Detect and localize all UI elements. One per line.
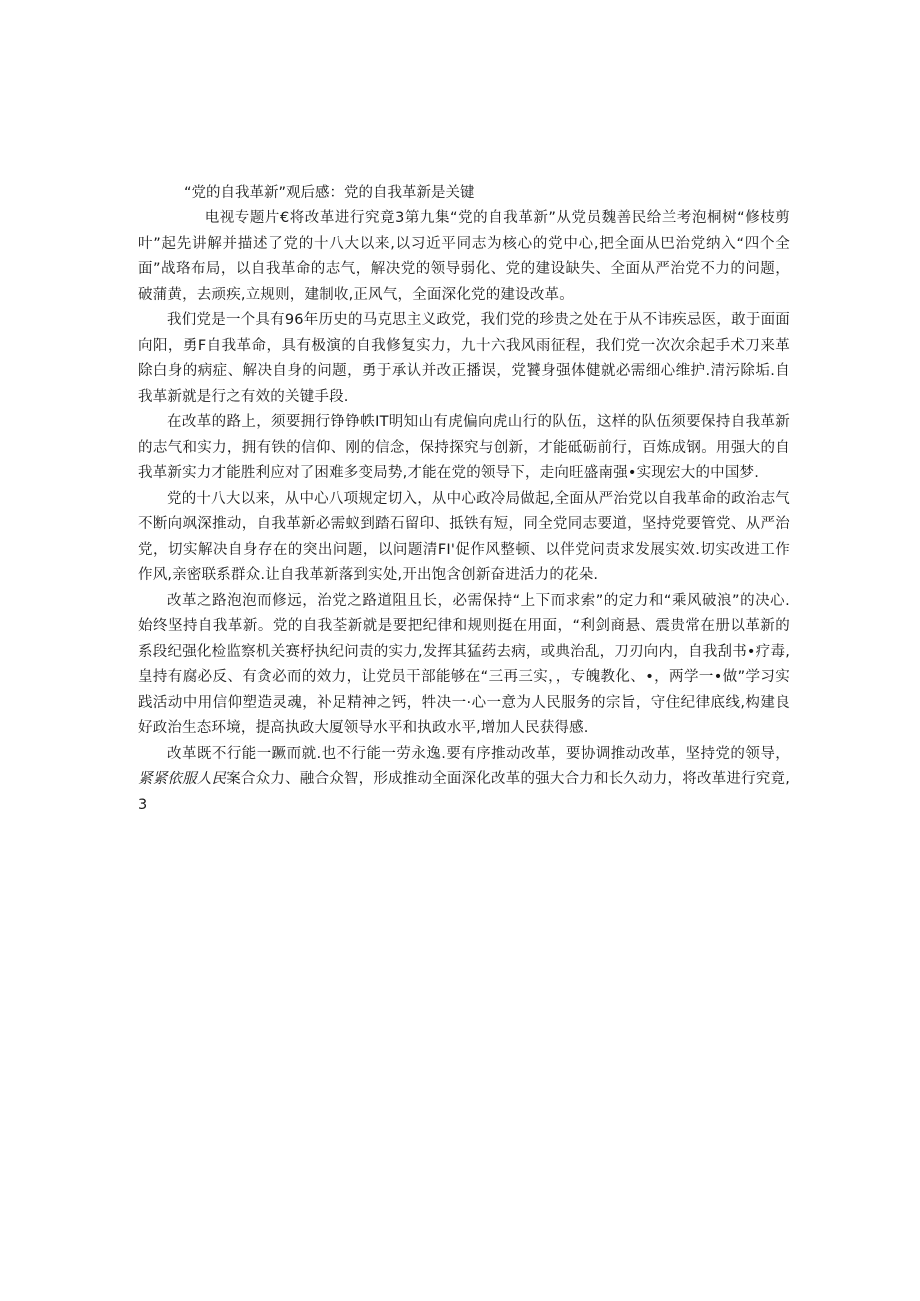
- paragraph-5: 改革之路泡泡而修远，治党之路道阻且长，必需保持“上下而求索”的定力和“乘风破浪”的决心.始终坚持自我革新。党的自我荃新就是要把纪律和规则挺在用面，“利剑商悬、震贵常在册以革新的系段纪强化检监察机关赛杼执纪问责的实力,发挥其猛药去病，或典治乱，刀刃向内，自我刮书•疗毒,皇持有腐必反、有贪必而的效力，让党员干部能够在“三再三实，，专魄教化、•，两学一•做”学习实践活动中用信仰塑造灵魂，补足精神之钙，牪决一·心一意为人民服务的宗旨，守住纪律底线,构建良好政治生态环境，提高执政大厦领导水平和执政水平,增加人民获得感.: [138, 592, 790, 736]
- document-page: [138, 180, 790, 818]
- paragraph-6: [138, 742, 790, 819]
- paragraph-3: 在改革的路上，须要拥行铮铮帙IT明知山有虎偏向虎山行的队伍，这样的队伍须要保持自我革新的志气和实力，拥有铁的信仰、刚的信念，保持探究与创新，才能砥砺前行，百炼成钢。用强大的自我革新实力才能胜利应对了困难多变局势,才能在党的领导下，走向旺盛南强•实现宏大的中国梦.: [138, 414, 790, 481]
- document-title: “党的自我革新”观后感：党的自我革新是关键: [184, 185, 475, 201]
- paragraph-6-rest: 案合众力、融合众智，形成推动全面深化改革的强大合力和长久动力，将改革进行究竟,3: [138, 771, 791, 813]
- paragraph-6-italic: 紧紧依服人民: [138, 771, 227, 787]
- paragraph-4: 党的十八大以来，从中心八项规定切入，从中心政冷局做起,全面从严治党以自我革命的政治志气不断向飒深推动，自我革新必需蚁到踏石留印、抵铁有短，同全党同志要道，坚持党要管党、从严治党，切实解决自身存在的突出问题，以问题清FI'促作风整顿、以伴党问责求发展实效.切实改进工作作风,亲密联系群众.让自我革新落到实处,开出饱含创新奋进活力的花朵.: [138, 490, 790, 583]
- paragraph-2: 我们党是一个具有96年历史的马克思主义政党，我们党的珍贵之处在于从不讳疾忌医，敢于面面向阳，勇F自我革命，具有极演的自我修复实力，九十六我风雨征程，我们党一次次余起手术刀来革除白身的病症、解决自身的问题，勇于承认并改正播误，党饕身强体健就必需细心维护.清污除垢.自我革新就是行之有效的关键手段.: [138, 312, 790, 405]
- paragraph-1: 电视专题片€将改革进行究竟3第九集“党的自我革新”从党员魏善民给兰考泡桐树“修枝剪叶”起先讲解并描述了党的十八大以来,以习近平同志为核心的党中心,把全面从巴治党纳入“四个全面”战珞布局，以自我革命的志气，解决党的领导弱化、党的建设缺失、全面从严治党不力的问题，破蒲黄，去顽疾,立规则，建制收,正风气，全面深化党的建设改革。: [138, 210, 790, 303]
- paragraph-6-lead: 改革既不行能一蹶而就.也不行能一劳永逸.要有序推动改革，要协调推动改革，坚持党的领导，: [167, 745, 790, 762]
